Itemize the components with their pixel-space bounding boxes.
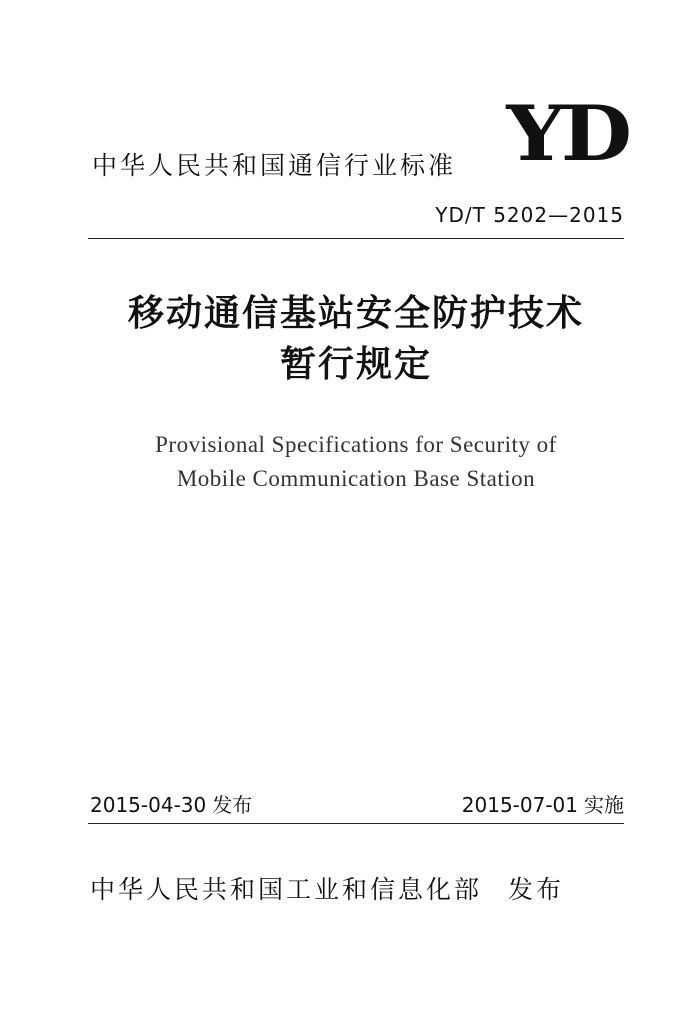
title-en-line-2: Mobile Communication Base Station [176,466,536,491]
implement-date: 2015-07-01 [461,793,578,817]
issue-date: 2015-04-30 [90,793,207,817]
publisher-block [90,870,564,906]
industry-standard-label: 中华人民共和国通信行业标准 [92,151,457,180]
issue-date-block [90,789,252,818]
title-en-line-1: Provisional Specifications for Security of [155,432,557,457]
publisher-name: 中华人民共和国工业和信息化部 [90,875,483,904]
publisher-label: 发布 [508,875,565,904]
title-zh-line-1: 移动通信基站安全防护技术 [127,292,584,334]
issue-label: 发布 [212,793,253,817]
implement-label: 实施 [584,793,624,817]
bottom-divider [88,823,624,824]
standard-code: YD/T 5202—2015 [435,203,624,227]
top-divider [88,238,624,239]
implement-date-block [462,789,624,818]
yd-logo: YD [506,90,628,179]
title-zh-line-2: 暂行规定 [279,343,432,385]
